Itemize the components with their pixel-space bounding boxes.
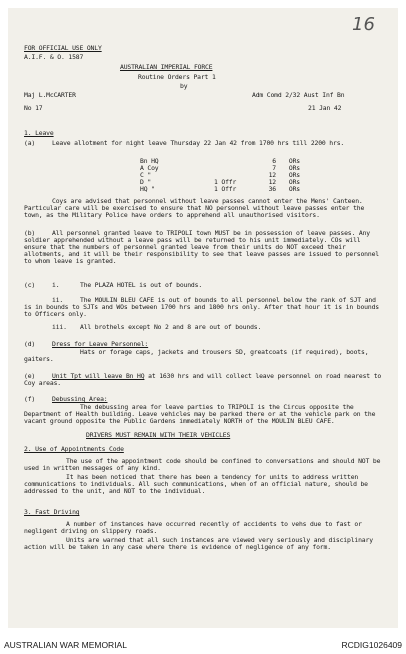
order-date: 21 Jan 42 [308, 104, 342, 112]
para-d-heading: Dress for Leave Personnel: [52, 340, 149, 348]
allotment-officers: 1 Offr [214, 178, 237, 187]
officer-name: Maj L.McCARTER [24, 91, 76, 99]
allotment-count: 7 [272, 164, 276, 173]
para-c-i-text: The PLAZA HOTEL is out of bounds. [80, 281, 203, 289]
allotment-row [140, 186, 300, 193]
allotment-rank: ORs [288, 178, 300, 187]
para-c-i-label: i. [52, 281, 60, 289]
para-c-label: (c) [24, 281, 36, 289]
allotment-unit: HQ " [140, 185, 155, 194]
appointments-para-2: It has been noticed that there has been a tendency for units to address written communications to individuals. All such communications, when of an official nature, should be addressed to the unit, and NOT to the individual. [24, 473, 368, 496]
command-line: Adm Comd 2/32 Aust Inf Bn [252, 91, 345, 99]
section-heading-appointments: 2. Use of Appointments Code [24, 445, 124, 453]
by-line: by [180, 82, 188, 90]
allotment-unit: C " [140, 171, 152, 180]
para-a-label: (a) [24, 139, 36, 147]
coys-note: Coys are advised that personnel without leave passes cannot enter the Mens' Canteen. Particular care will be exercised to ensure that NO personnel without leave passes enter the town, as the Military Police have orders to apprehend all unauthorised visitors. [24, 197, 365, 220]
archive-name: AUSTRALIAN WAR MEMORIAL [4, 640, 127, 650]
para-b-label: (b) [24, 229, 36, 237]
para-e-underlined: Unit Tpt will leave Bn HQ [52, 372, 145, 380]
para-f-label: (f) [24, 395, 36, 403]
archive-item-id: RCDIG1026409 [341, 640, 402, 650]
section-heading-leave: 1. Leave [24, 129, 54, 137]
order-number: No 17 [24, 104, 43, 112]
para-c-ii-label: ii. [52, 296, 64, 304]
allotment-rank: ORs [288, 171, 300, 180]
para-b-text: All personnel granted leave to TRIPOLI town MUST be in possession of leave passes. Any soldier apprehended without a leave pass will be returned to his unit immediately. COs will ensure that the numbers of personnel granted leave from their units do NOT exceed their allotments, and it will be their responsibility to see that leave passes are issued to personnel to whom leave is granted. [24, 229, 379, 266]
allotment-rank: ORs [288, 185, 300, 194]
appointments-para-1: The use of the appointment code should be confined to conversations and should NOT be used in written messages of any kind. [24, 457, 381, 473]
handwritten-page-number: 16 [352, 14, 375, 35]
allotment-row [140, 158, 300, 165]
section-heading-driving: 3. Fast Driving [24, 508, 80, 516]
reference-number: A.I.F. & O. 1587 [24, 53, 84, 61]
para-e-text [24, 373, 386, 387]
force-title: AUSTRALIAN IMPERIAL FORCE [120, 63, 213, 71]
para-c-iii-label: iii. [52, 323, 67, 331]
allotment-officers: 1 Offr [214, 185, 237, 194]
allotment-count: 12 [268, 178, 276, 187]
para-e-rest: at 1630 hrs and will collect leave personnel on road nearest to Coy areas. [24, 372, 382, 388]
para-c-ii-text: The MOULIN BLEU CAFE is out of bounds to all personnel below the rank of SJT and is in bounds to SJTs and WOs between 1700 hrs and 1800 hrs only. After that hour it is in bounds to Officers only. [24, 296, 379, 319]
allotment-rank: ORs [288, 164, 300, 173]
para-c-iii-text: All brothels except No 2 and 8 are out of bounds. [80, 323, 262, 331]
allotment-count: 12 [268, 171, 276, 180]
allotment-rank: ORs [288, 157, 300, 165]
allotment-unit: D " [140, 178, 152, 187]
driving-para-1: A number of instances have occurred recently of accidents to vehs due to fast or negligent driving on slippery roads. [24, 520, 362, 536]
para-f-drivers-notice: DRIVERS MUST REMAIN WITH THEIR VEHICLES [86, 431, 231, 439]
para-e-label: (e) [24, 372, 36, 380]
allotment-officers [214, 158, 260, 165]
para-f-text: The debussing area for leave parties to TRIPOLI is the Circus opposite the Department of Health building. Leave vehicles may be parked there or at the vehicle park on the vacant ground opposite the Public Gardens immediately NORTH of the MOULIN BLEU CAFE. [24, 403, 376, 426]
allotment-officers [214, 165, 260, 172]
para-a-text: Leave allotment for night leave Thursday 22 Jan 42 from 1700 hrs till 2200 hrs. [52, 139, 345, 147]
allotment-unit: Bn HQ [140, 157, 159, 165]
para-f-heading: Debussing Area: [52, 395, 108, 403]
orders-title: Routine Orders Part 1 [138, 73, 216, 81]
archive-footer [0, 636, 406, 654]
security-marking: FOR OFFICIAL USE ONLY [24, 44, 102, 52]
allotment-count: 6 [272, 157, 276, 165]
leave-allotment-table [140, 158, 300, 193]
driving-para-2: Units are warned that all such instances are viewed very seriously and disciplinary action will be taken in any case where there is evidence of negligence of any form. [24, 536, 373, 552]
allotment-count: 36 [268, 185, 276, 194]
allotment-unit: A Coy [140, 164, 159, 173]
para-d-label: (d) [24, 340, 36, 348]
allotment-row [140, 165, 300, 172]
para-d-text: Hats or forage caps, jackets and trousers SD, greatcoats (if required), boots, gaiters. [24, 348, 369, 364]
